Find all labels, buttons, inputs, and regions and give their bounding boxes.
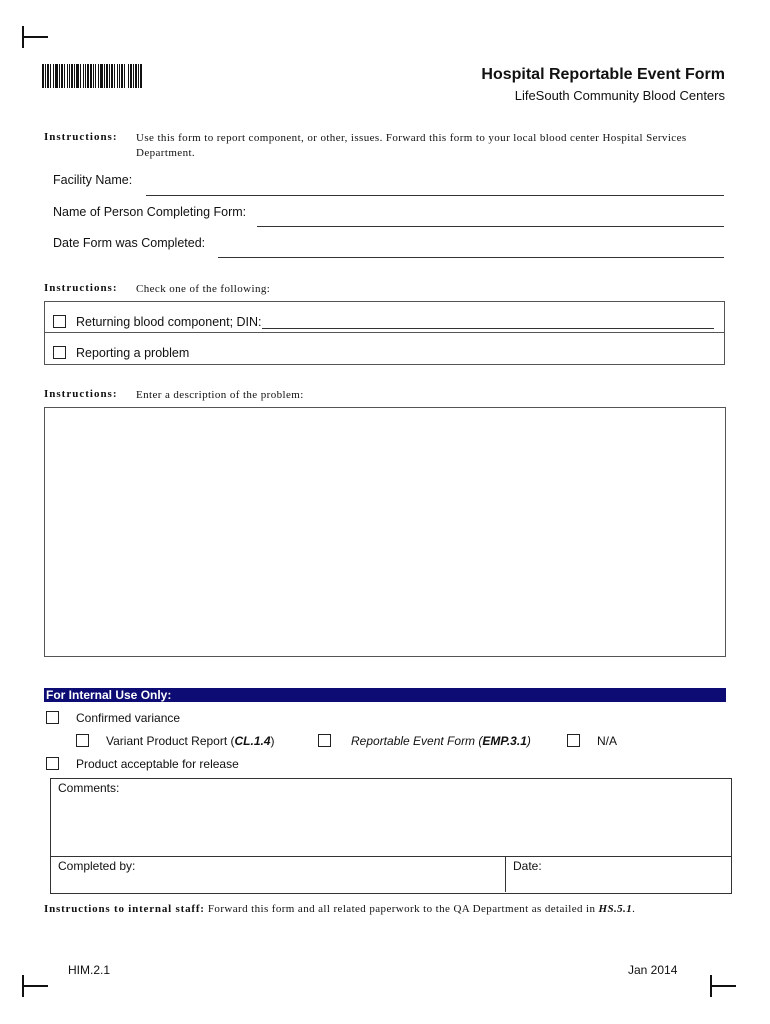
instructions-text-line1: Use this form to report component, or other, issues. Forward this form to your local blood center Hospital Services [136,132,687,144]
reportable-event-form-label [351,734,531,748]
staff-instructions-code: HS.5.1 [598,903,633,915]
returning-component-checkbox[interactable] [53,315,66,328]
barcode-bar [90,64,92,88]
returning-component-label: Returning blood component; DIN: [76,315,262,329]
barcode-bar [95,64,96,88]
barcode-bar [87,64,89,88]
barcode-bar [104,64,105,88]
barcode-bar [135,64,137,88]
registration-mark-bottom-left-bar [22,985,48,987]
form-id: HIM.2.1 [68,963,111,977]
staff-instructions-label: Instructions to internal staff: [44,903,205,915]
barcode-bar [133,64,134,88]
comments-divider [51,856,731,857]
barcode-bar [121,64,123,88]
product-acceptable-checkbox[interactable] [46,757,59,770]
barcode-bar [124,64,125,88]
reportable-prefix: Reportable Event Form ( [351,734,483,748]
barcode-bar [80,64,81,88]
barcode-bar [71,64,73,88]
confirmed-variance-label: Confirmed variance [76,711,181,725]
staff-instructions [44,903,635,915]
barcode [42,64,200,88]
variant-product-report-checkbox[interactable] [76,734,89,747]
registration-mark-top-left-bar [22,36,48,38]
barcode-bar [98,64,99,88]
barcode-bar [45,64,46,88]
completed-date-divider [505,857,506,892]
person-name-label: Name of Person Completing Form: [53,205,247,219]
barcode-bar [47,64,49,88]
barcode-bar [130,64,132,88]
comments-label: Comments: [58,781,120,795]
problem-description-textarea[interactable] [44,407,726,657]
instructions-text [136,131,736,161]
barcode-bar [85,64,86,88]
reporting-problem-label: Reporting a problem [76,346,190,360]
completed-by-label: Completed by: [58,859,136,873]
reporting-problem-checkbox[interactable] [53,346,66,359]
form-subtitle: LifeSouth Community Blood Centers [514,88,725,103]
registration-mark-bottom-right-bar [710,985,736,987]
barcode-bar [117,64,118,88]
instructions-label-3: Instructions: [44,388,118,400]
instructions-text-line2: Department. [136,147,196,159]
barcode-bar [138,64,139,88]
facility-name-label: Facility Name: [53,173,133,187]
barcode-bar [59,64,60,88]
date-completed-field[interactable] [218,257,724,258]
barcode-bar [50,64,51,88]
instructions-text-3: Enter a description of the problem: [136,389,304,401]
na-label: N/A [597,734,618,748]
internal-date-label: Date: [513,859,542,873]
barcode-bar [64,64,65,88]
facility-name-field[interactable] [146,195,724,196]
na-checkbox[interactable] [567,734,580,747]
options-divider [45,332,724,333]
barcode-bar [119,64,120,88]
variant-report-suffix: ) [270,734,275,748]
date-completed-label: Date Form was Completed: [53,236,206,250]
comments-box [50,778,732,894]
barcode-bar [74,64,75,88]
instructions-label: Instructions: [44,131,118,143]
barcode-bar [128,64,129,88]
barcode-bar [42,64,44,88]
barcode-bar [69,64,70,88]
barcode-bar [53,64,54,88]
reportable-suffix: ) [526,734,531,748]
reportable-code: EMP.3.1 [482,734,527,748]
barcode-bar [67,64,68,88]
variant-report-prefix: Variant Product Report ( [106,734,235,748]
barcode-bar [111,64,113,88]
variant-product-report-label [106,734,275,748]
product-acceptable-label: Product acceptable for release [76,757,239,771]
staff-instructions-text: Forward this form and all related paperwork to the QA Department as detailed in [204,903,599,915]
revision-date: Jan 2014 [628,963,678,977]
barcode-bar [109,64,110,88]
din-field[interactable] [262,328,714,329]
barcode-bar [61,64,63,88]
confirmed-variance-checkbox[interactable] [46,711,59,724]
barcode-bar [114,64,115,88]
staff-instructions-end: . [632,903,636,915]
instructions-label-2: Instructions: [44,282,118,294]
person-name-field[interactable] [257,226,724,227]
internal-use-header: For Internal Use Only: [44,688,726,702]
reportable-event-form-checkbox[interactable] [318,734,331,747]
instructions-text-2: Check one of the following: [136,283,271,295]
barcode-bar [140,64,142,88]
barcode-bar [76,64,79,88]
barcode-bar [100,64,103,88]
variant-report-code: CL.1.4 [234,734,271,748]
form-title: Hospital Reportable Event Form [481,66,725,83]
barcode-bar [83,64,84,88]
barcode-bar [55,64,58,88]
barcode-bar [93,64,94,88]
barcode-bar [106,64,108,88]
